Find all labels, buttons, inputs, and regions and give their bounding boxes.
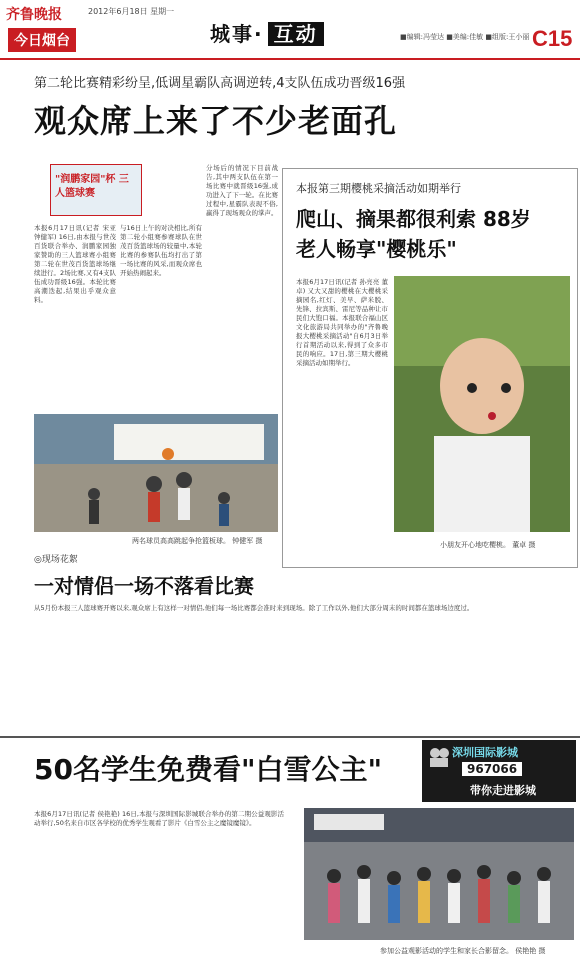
promo-slogan: 带你走进影城 [470, 784, 536, 797]
editors-credit: ■编辑:冯莹达 ■美编:佳敏 ■组版:王小丽 [400, 33, 530, 41]
couple-label: ◎现场花絮 [34, 555, 78, 565]
basketball-photo-image [34, 414, 278, 532]
page-header [0, 0, 580, 60]
promo-title: 深圳国际影城 [452, 746, 518, 759]
couple-body: 从5月份本报三人篮球赛开赛以来,观众席上有这样一对情侣,他们每一场比赛都会准时来到现场。除了工作以外,他们大部分周末的时间都在篮球场边度过。 [34, 604, 474, 612]
main-kicker: 第二轮比赛精彩纷呈,低调星霸队高调逆转,4支队伍成功晋级16强 [34, 76, 406, 91]
side-kicker: 本报第三期樱桃采摘活动如期举行 [296, 182, 461, 195]
event-badge-text: "润鹏家园"杯 三人篮球赛 [55, 174, 129, 199]
event-badge [50, 164, 142, 216]
side-headline: 爬山、摘果都很利索 88岁老人畅享"樱桃乐" [296, 207, 531, 261]
newspaper-logo: 齐鲁晚报 [6, 7, 62, 23]
couple-headline: 一对情侣一场不落看比赛 [34, 574, 254, 598]
bottom-headline: 50名学生免费看"白雪公主" [34, 753, 383, 786]
issue-date: 2012年6月18日 星期一 [88, 7, 175, 16]
main-headline: 观众席上来了不少老面孔 [34, 102, 398, 140]
cinema-promo [422, 740, 576, 802]
main-column-2: 与16日上午的对决相比,所有第二轮小组赛参赛球队在世茂百货篮球场的较量中,本轮比赛的参赛队伍均打出了第一场比赛的风采,而观众席也开始热闹起来。 [120, 224, 202, 277]
section-alt: 互动 [268, 22, 324, 46]
promo-number: 967066 [462, 762, 522, 776]
bottom-divider [0, 736, 580, 738]
basketball-photo [34, 414, 278, 532]
section-name: 城事 [210, 22, 254, 46]
students-photo-caption: 参加公益观影活动的学生和家长合影留念。 侯艳艳 摄 [380, 947, 546, 955]
main-column-1: 本报6月17日讯(记者 宋亚 钟健军) 16日,由本报与世茂百货联合举办、润鹏家园独家赞助的三人篮球赛小组赛第二轮在世茂百货篮球场继续进行。2场比赛,又有4支队伍成功晋级16强。本轮比赛高潮迭起,结果出乎观众意料。 [34, 224, 116, 304]
child-cherry-photo [394, 276, 570, 532]
main-column-3: 分场后的情况下目前战告,其中两支队伍在第一场比赛中就晋级16强,成功进入了下一轮。在比赛过程中,星霸队表现不俗,赢得了现场观众的掌声。 [206, 164, 278, 217]
basketball-photo-caption: 两名球员高高跳起争抢篮板球。 钟健军 摄 [132, 537, 263, 545]
section-title: 城事· 互动 [210, 18, 324, 47]
students-photo [304, 808, 574, 940]
edition-label: 今日烟台 [8, 28, 76, 52]
child-photo-caption: 小朋友开心地吃樱桃。 董卓 摄 [440, 541, 536, 549]
bottom-body: 本报6月17日讯(记者 侯艳艳) 16日,本报与深圳国际影城联合举办的第二期公益观影活动举行,50名来自市区各学校的优秀学生观看了影片《白雪公主之魔镜魔镜》。 [34, 810, 284, 827]
child-cherry-photo-image [394, 276, 570, 532]
film-camera-icon [428, 746, 450, 768]
students-photo-image [304, 808, 574, 940]
side-body: 本报6月17日讯(记者 孙亮亮 董卓) 又大又甜的樱桃在大樱桃采摘园名,红灯、美早、萨米脱、先锋、拉宾斯、雷尼等品种让市民们大饱口福。本报联合福山区文化旅游局共同举办的"齐鲁晚报大樱桃采摘活动"自6月3日举行首期活动以来,得到了众多市民的响应。17日,第三期大樱桃采摘活动如期举行。 [296, 278, 388, 367]
page-number: C15 [532, 26, 573, 51]
